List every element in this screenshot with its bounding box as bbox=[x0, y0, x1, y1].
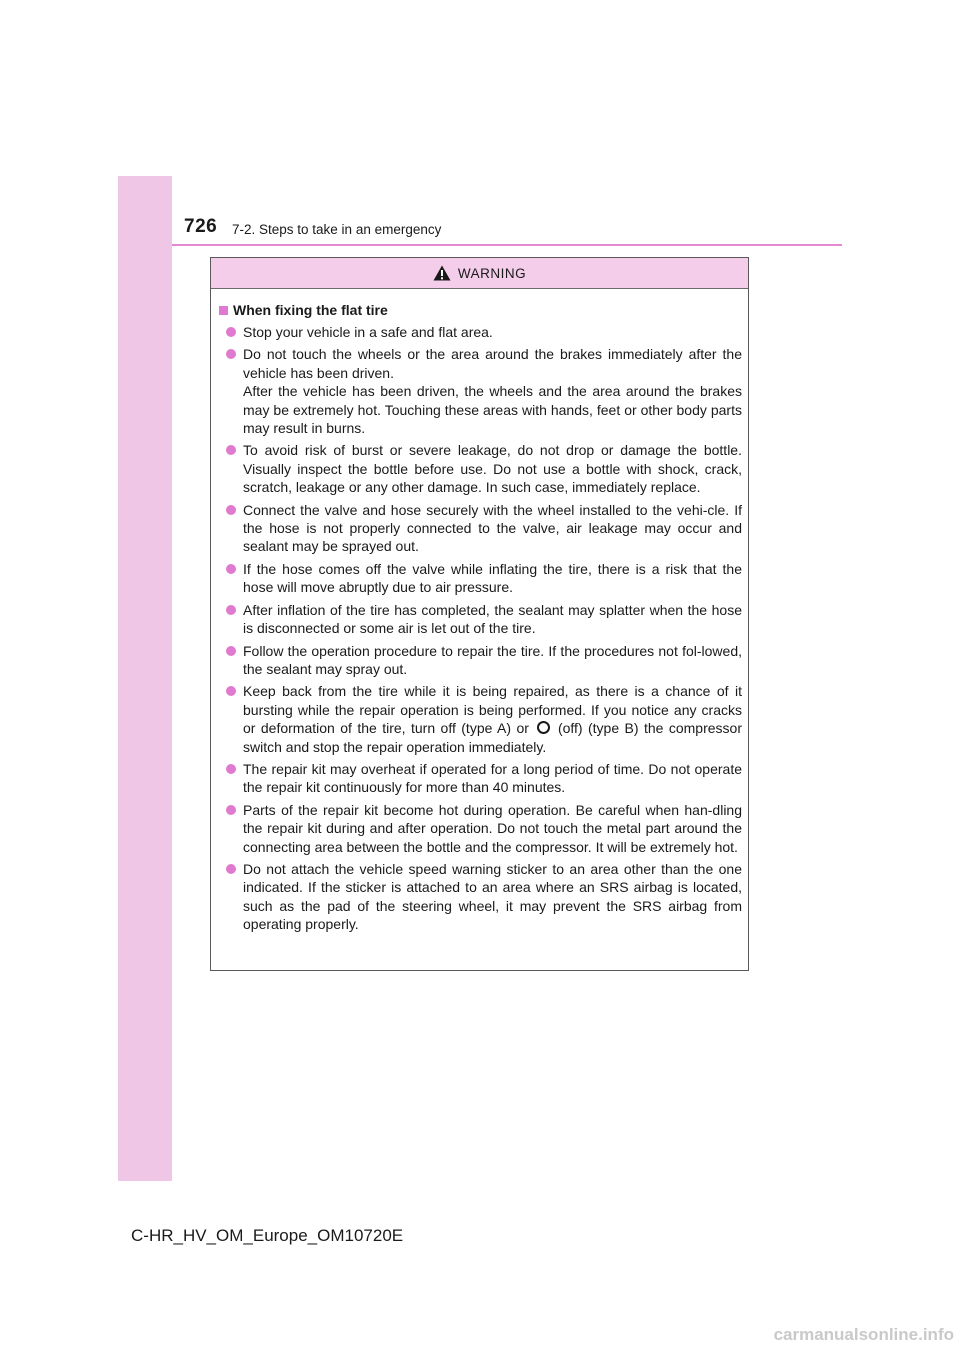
subheading-text: When fixing the flat tire bbox=[233, 302, 388, 318]
bullet-icon bbox=[226, 686, 236, 696]
page-number: 726 bbox=[184, 216, 218, 237]
power-ring-icon bbox=[537, 721, 550, 734]
bullet-icon bbox=[226, 646, 236, 656]
list-item: After inflation of the tire has completed, the sealant may splatter when the hose is disconnected or some air is let out of the tire. bbox=[219, 601, 742, 638]
list-item: To avoid risk of burst or severe leakage, do not drop or damage the bottle. Visually inspect the bottle before use. Do not use a bottle with shock, crack, scratch, leakage or any other damage. In such case, immediately replace. bbox=[219, 441, 742, 496]
square-bullet-icon bbox=[219, 306, 228, 315]
warning-triangle-icon bbox=[433, 265, 451, 281]
list-item: If the hose comes off the valve while inflating the tire, there is a risk that the hose will move abruptly due to air pressure. bbox=[219, 560, 742, 597]
list-item: Follow the operation procedure to repair the tire. If the procedures not fol-lowed, the sealant may spray out. bbox=[219, 642, 742, 679]
bullet-icon bbox=[226, 327, 236, 337]
bullet-icon bbox=[226, 805, 236, 815]
header-rule bbox=[172, 244, 842, 246]
list-item: Keep back from the tire while it is being repaired, as there is a chance of it bursting while the repair operation is being performed. If you notice any cracks or deformation of the tire, turn off (type A) or (off) (type B) the compressor switch and stop the repair operation immediately. bbox=[219, 682, 742, 756]
warning-title: WARNING bbox=[457, 265, 527, 281]
list-item: Stop your vehicle in a safe and flat area. bbox=[219, 323, 742, 341]
subheading bbox=[219, 302, 742, 318]
list-item: The repair kit may overheat if operated for a long period of time. Do not operate the repair kit continuously for more than 40 minutes. bbox=[219, 760, 742, 797]
section-title: 7-2. Steps to take in an emergency bbox=[232, 222, 442, 237]
warning-body bbox=[211, 289, 748, 934]
bullet-icon bbox=[226, 564, 236, 574]
bullet-icon bbox=[226, 864, 236, 874]
list-item-continuation: After the vehicle has been driven, the wheels and the area around the brakes may be extremely hot. Touching these areas with hands, feet or other body parts may result in burns. bbox=[243, 383, 742, 437]
warning-list bbox=[219, 323, 742, 934]
warning-header bbox=[211, 258, 748, 289]
list-item: Do not attach the vehicle speed warning sticker to an area other than the one indicated. If the sticker is attached to an area where an SRS airbag is located, such as the pad of the steering wheel, it may prevent the SRS airbag from operating properly. bbox=[219, 860, 742, 934]
bullet-icon bbox=[226, 445, 236, 455]
list-item: Do not touch the wheels or the area around the brakes immediately after the vehicle has been driven. After the vehicle has been driven, the wheels and the area around the brakes may be extremely hot. Touching these areas with hands, feet or other body parts may result in burns. bbox=[219, 345, 742, 437]
document-code: C-HR_HV_OM_Europe_OM10720E bbox=[131, 1226, 404, 1245]
bullet-icon bbox=[226, 505, 236, 515]
list-item: Parts of the repair kit become hot during operation. Be careful when han-dling the repair kit during and after operation. Do not touch the metal part around the connecting area between the bottle and the compressor. It will be extremely hot. bbox=[219, 801, 742, 856]
list-item: Connect the valve and hose securely with the wheel installed to the vehi-cle. If the hose is not properly connected to the valve, air leakage may occur and sealant may be sprayed out. bbox=[219, 501, 742, 556]
bullet-icon bbox=[226, 349, 236, 359]
side-tab bbox=[118, 176, 172, 1181]
bullet-icon bbox=[226, 764, 236, 774]
warning-box bbox=[210, 257, 749, 971]
watermark: carmanualsonline.info bbox=[773, 1325, 954, 1344]
bullet-icon bbox=[226, 605, 236, 615]
